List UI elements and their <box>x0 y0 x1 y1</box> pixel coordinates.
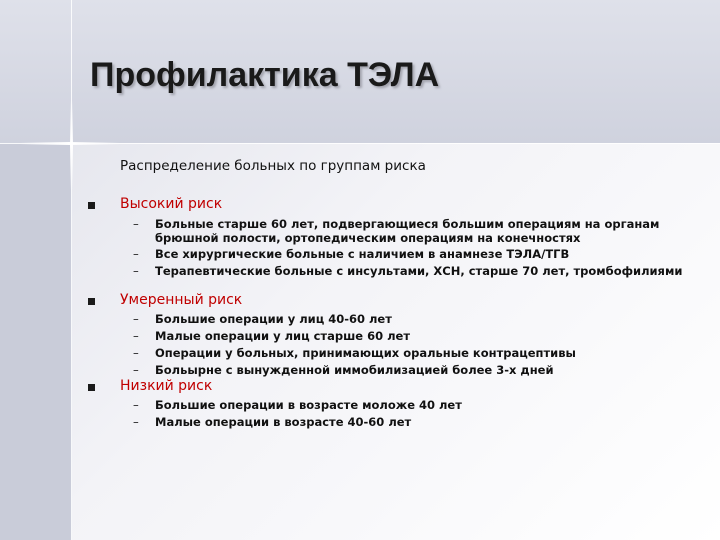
sparkle-decoration-horizontal <box>20 142 120 145</box>
risk-group-moderate <box>88 292 708 378</box>
square-bullet-icon <box>88 298 95 305</box>
dash-bullet-icon: – <box>133 247 139 261</box>
dash-bullet-icon: – <box>133 363 139 377</box>
dash-bullet-icon: – <box>133 398 139 412</box>
risk-group-high <box>88 196 708 278</box>
group-header <box>88 196 708 216</box>
list-item: – Больные старше 60 лет, подвергающиеся большим операциям на органам брюшной полости, ортопедическим операциям на конечностях <box>133 217 660 245</box>
slide-subtitle: Распределение больных по группам риска <box>120 158 426 174</box>
dash-bullet-icon: – <box>133 346 139 360</box>
list-item: – Все хирургические больные с наличием в анамнезе ТЭЛА/ТГВ <box>133 247 570 261</box>
risk-item-list <box>88 399 708 430</box>
sparkle-decoration-vertical <box>70 100 73 190</box>
group-header <box>88 378 708 398</box>
square-bullet-icon <box>88 384 95 391</box>
list-item: – Терапевтические больные с инсультами, ХСН, старше 70 лет, тромбофилиями <box>133 263 683 278</box>
risk-item-list <box>88 313 708 378</box>
list-item: – Малые операции в возрасте 40-60 лет <box>133 415 412 429</box>
risk-item-list <box>88 218 708 278</box>
dash-bullet-icon: – <box>133 217 139 231</box>
group-label: Высокий риск <box>120 196 223 212</box>
list-item: – Большие операции в возрасте моложе 40 лет <box>133 398 462 412</box>
dash-bullet-icon: – <box>133 415 139 429</box>
list-item: – Больырне с вынужденной иммобилизацией более 3-х дней <box>133 363 554 377</box>
dash-bullet-icon: – <box>133 263 139 278</box>
dash-bullet-icon: – <box>133 329 139 343</box>
square-bullet-icon <box>88 202 95 209</box>
list-item: – Малые операции у лиц старше 60 лет <box>133 329 411 343</box>
risk-group-low <box>88 378 708 430</box>
vertical-guide-line <box>71 0 72 540</box>
dash-bullet-icon: – <box>133 312 139 326</box>
group-label: Низкий риск <box>120 378 213 394</box>
list-item: – Большие операции у лиц 40-60 лет <box>133 312 392 326</box>
slide-title: Профилактика ТЭЛА <box>90 56 440 94</box>
list-item: – Операции у больных, принимающих оральные контрацептивы <box>133 346 576 360</box>
group-label: Умеренный риск <box>120 292 243 308</box>
group-header <box>88 292 708 312</box>
